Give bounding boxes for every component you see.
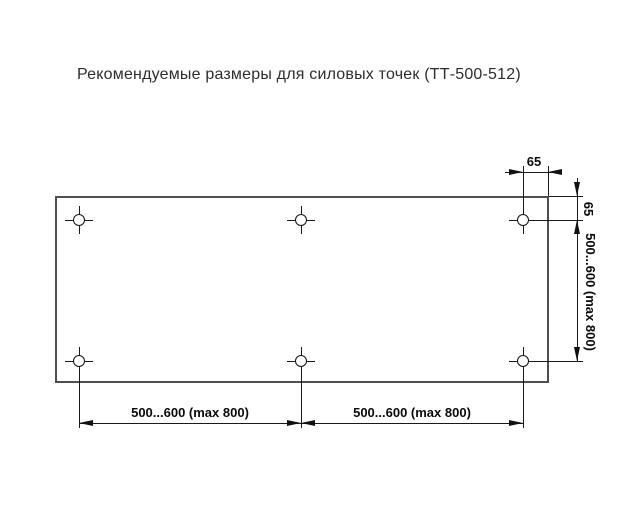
arrow-right-icon — [509, 420, 523, 426]
dim-label-bottom-right: 500...600 (max 800) — [353, 405, 471, 420]
dim-label-top-65: 65 — [526, 154, 542, 169]
hole-circle-icon — [73, 355, 85, 367]
arrow-up-icon — [574, 220, 580, 234]
extension-line-hole-bottom-right-down — [523, 375, 524, 428]
page-title: Рекомендуемые размеры для силовых точек (ТТ-500-512) — [77, 66, 521, 83]
arrow-down-icon — [574, 182, 580, 196]
arrow-down-icon — [574, 347, 580, 361]
arrow-left-icon — [548, 169, 562, 175]
arrow-left-icon — [301, 420, 315, 426]
hole-circle-icon — [295, 355, 307, 367]
arrow-right-icon — [287, 420, 301, 426]
hole-circle-icon — [295, 214, 307, 226]
dim-label-right-65: 65 — [581, 201, 596, 217]
hole-circle-icon — [73, 214, 85, 226]
hole-circle-icon — [517, 355, 529, 367]
dim-label-bottom-left: 500...600 (max 800) — [131, 405, 249, 420]
extension-line-hole-bottom-right — [537, 361, 583, 362]
dimension-line-right-vertical — [577, 178, 578, 361]
hole-circle-icon — [517, 214, 529, 226]
dim-label-right-span: 500...600 (max 800) — [583, 233, 598, 351]
arrow-left-icon — [79, 420, 93, 426]
